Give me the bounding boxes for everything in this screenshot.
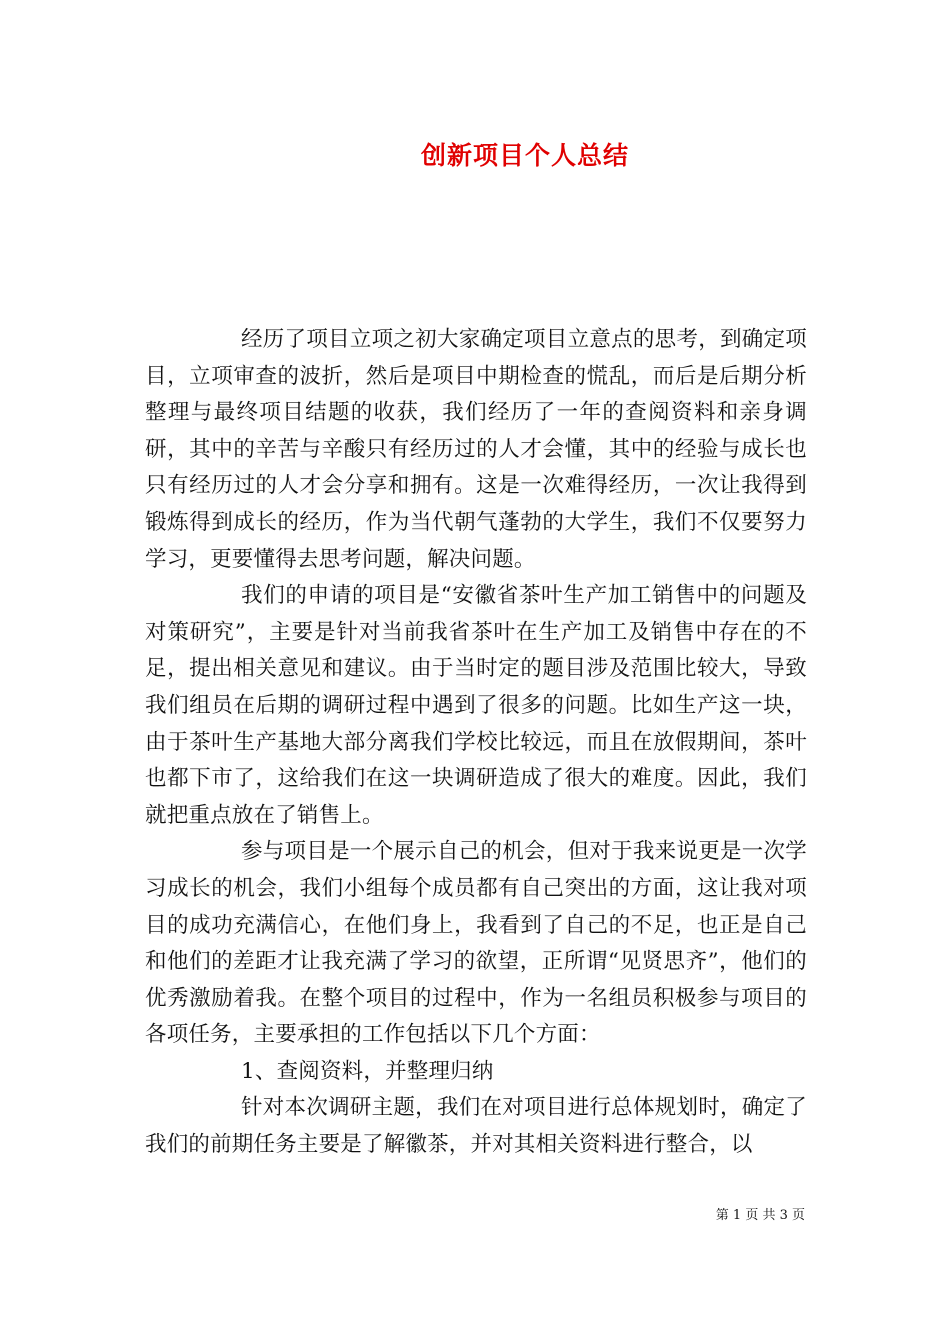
section-heading-1: 1、查阅资料，并整理归纳 <box>241 1058 494 1084</box>
document-body <box>145 322 807 1164</box>
document-title: 创新项目个人总结 <box>420 141 629 170</box>
page-number: 第 1 页 共 3 页 <box>715 1208 805 1223</box>
paragraph-4: 针对本次调研主题，我们在对项目进行总体规划时，确定了我们的前期任务主要是了解徽茶，并对其相关资料进行整合，以 <box>145 1095 807 1158</box>
paragraph-1: 经历了项目立项之初大家确定项目立意点的思考，到确定项目，立项审查的波折，然后是项目中期检查的慌乱，而后是后期分析整理与最终项目结题的收获，我们经历了一年的查阅资料和亲身调研，其中的辛苦与辛酸只有经历过的人才会懂，其中的经验与成长也只有经历过的人才会分享和拥有。这是一次难得经历，一次让我得到锻炼得到成长的经历，作为当代朝气蓬勃的大学生，我们不仅要努力学习，更要懂得去思考问题，解决问题。 <box>145 327 807 572</box>
paragraph-2: 我们的申请的项目是“安徽省茶叶生产加工销售中的问题及对策研究”，主要是针对当前我省茶叶在生产加工及销售中存在的不足，提出相关意见和建议。由于当时定的题目涉及范围比较大，导致我们组员在后期的调研过程中遇到了很多的问题。比如生产这一块，由于茶叶生产基地大部分离我们学校比较远，而且在放假期间，茶叶也都下市了，这给我们在这一块调研造成了很大的难度。因此，我们就把重点放在了销售上。 <box>145 583 807 828</box>
paragraph-3: 参与项目是一个展示自己的机会，但对于我来说更是一次学习成长的机会，我们小组每个成员都有自己突出的方面，这让我对项目的成功充满信心，在他们身上，我看到了自己的不足，也正是自己和他们的差距才让我充满了学习的欲望，正所谓“见贤思齐”，他们的优秀激励着我。在整个项目的过程中，作为一名组员积极参与项目的各项任务，主要承担的工作包括以下几个方面： <box>145 839 807 1048</box>
